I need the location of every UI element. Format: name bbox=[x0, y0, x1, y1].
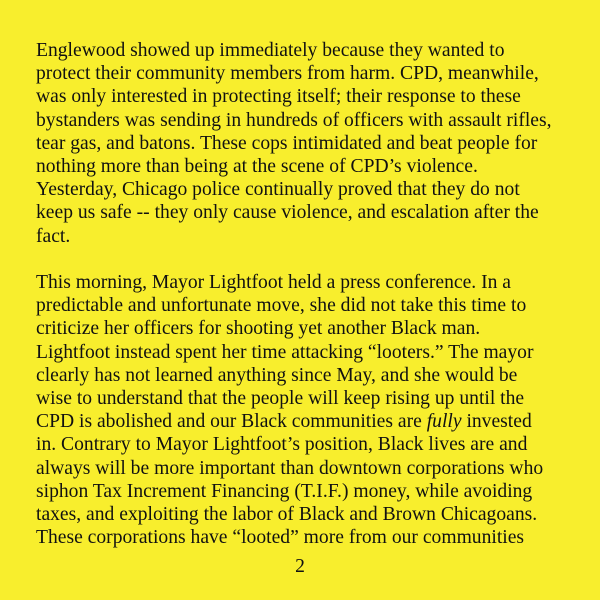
paragraph-2-line: always will be more important than downtown corporations who bbox=[36, 457, 544, 479]
paragraph-2-line: taxes, and exploiting the labor of Black and Brown Chicagoans. bbox=[36, 504, 538, 526]
paragraph-1-line: Yesterday, Chicago police continually proved that they do not bbox=[36, 179, 520, 201]
paragraph-1-line: tear gas, and batons. These cops intimidated and beat people for bbox=[36, 132, 538, 154]
paragraph-1-line: nothing more than being at the scene of CPD’s violence. bbox=[36, 156, 478, 178]
paragraph-1-line: protect their community members from harm. CPD, meanwhile, bbox=[36, 63, 539, 85]
paragraph-2-line-with-emphasis bbox=[36, 410, 576, 433]
paragraph-2-line: criticize her officers for shooting yet another Black man. bbox=[36, 318, 481, 340]
paragraph-2-line: These corporations have “looted” more from our communities bbox=[36, 527, 525, 549]
paragraph-2-text-segment: CPD is abolished and our Black communities are bbox=[36, 411, 427, 433]
paragraph-1-line: bystanders was sending in hundreds of officers with assault rifles, bbox=[36, 109, 552, 131]
paragraph-2-line: in. Contrary to Mayor Lightfoot’s position, Black lives are and bbox=[36, 434, 528, 456]
paragraph-2-line: Lightfoot instead spent her time attacking “looters.” The mayor bbox=[36, 341, 534, 363]
paragraph-1-line: was only interested in protecting itself; their response to these bbox=[36, 86, 521, 108]
paragraph-2-text-segment: invested bbox=[461, 411, 532, 433]
paragraph-2-line: wise to understand that the people will keep rising up until the bbox=[36, 388, 525, 410]
paragraph-1-line: keep us safe -- they only cause violence, and escalation after the bbox=[36, 202, 539, 224]
document-text bbox=[36, 39, 576, 549]
paragraph-1-line: fact. bbox=[36, 225, 71, 247]
paragraph-spacer bbox=[36, 248, 576, 271]
page-number: 2 bbox=[295, 556, 305, 577]
paragraph-2-line: predictable and unfortunate move, she did not take this time to bbox=[36, 295, 527, 317]
paragraph-2-line: siphon Tax Increment Financing (T.I.F.) money, while avoiding bbox=[36, 480, 533, 502]
emphasized-word: fully bbox=[426, 411, 462, 433]
paragraph-2-line: This morning, Mayor Lightfoot held a press conference. In a bbox=[36, 272, 512, 294]
paragraph-2-line: clearly has not learned anything since May, and she would be bbox=[36, 364, 518, 386]
paragraph-1-line: Englewood showed up immediately because they wanted to bbox=[36, 40, 505, 61]
